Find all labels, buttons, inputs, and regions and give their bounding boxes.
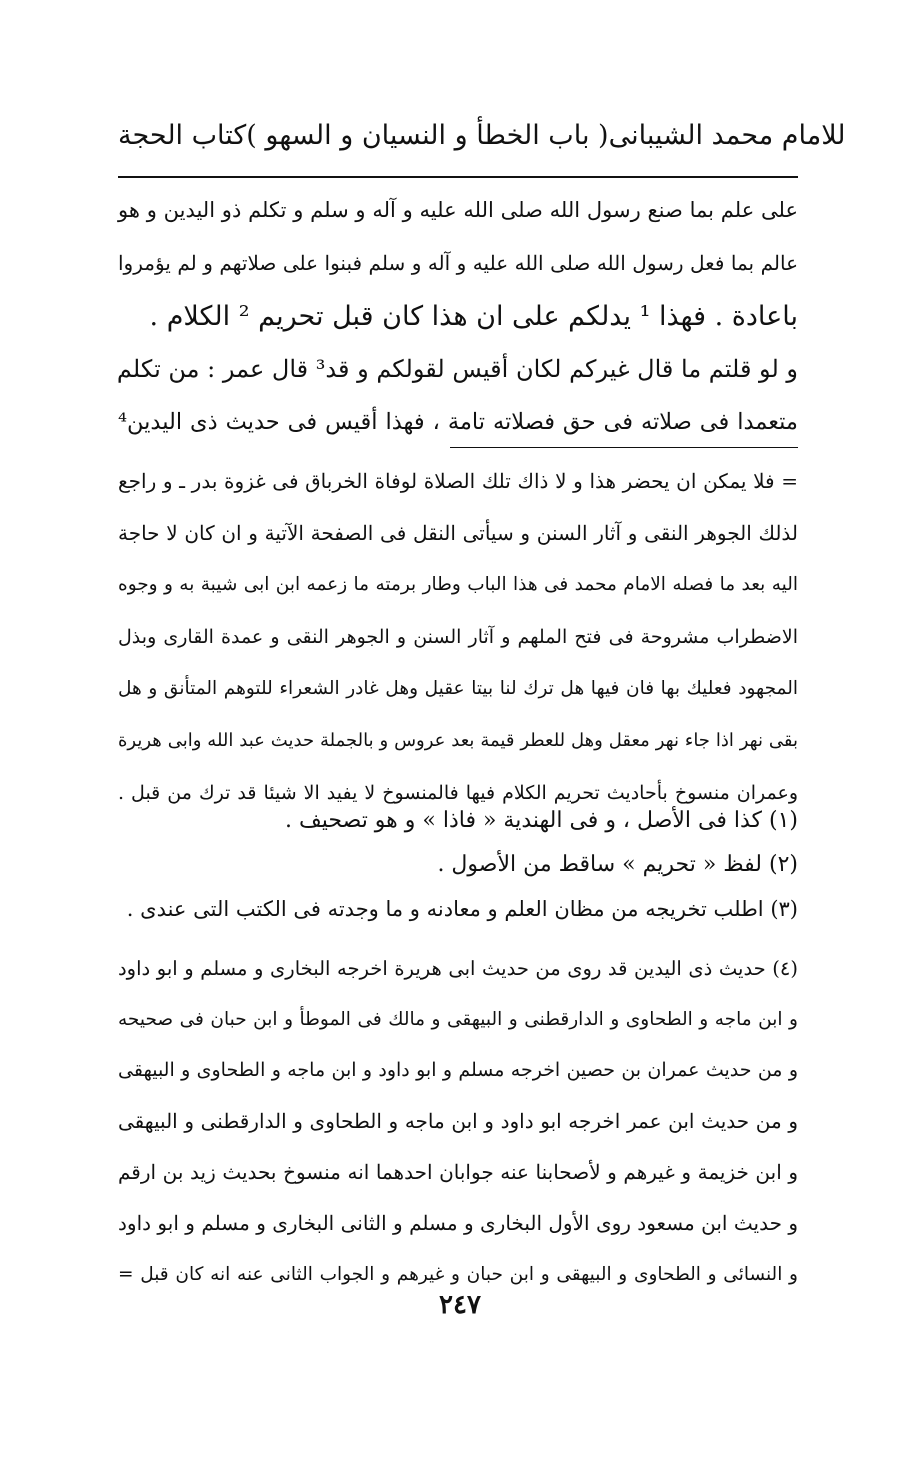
footnote-line: الاضطراب مشروحة فى فتح الملهم و آثار السنن و الجوهر النقى و عمدة القارى وبذل	[118, 626, 798, 648]
footnote-4	[118, 943, 798, 1300]
footnote-line: و ابن ماجه و الطحاوى و الدارقطنى و البيهقى و مالك فى الموطأ و ابن حبان فى صحيحه	[118, 1009, 798, 1030]
footnote-3: (٣) اطلب تخريجه من مظان العلم و معادنه و ما وجدته فى الكتب التى عندى .	[126, 897, 798, 921]
main-text-line: على علم بما صنع رسول الله صلى الله عليه و آله و سلم و تكلم ذو اليدين و هو	[118, 198, 798, 222]
main-text-line: متعمدا فى صلاته فى حق فصلاته تامة ، فهذا أقيس فى حديث ذى اليدين⁴	[118, 409, 798, 435]
page-number: ٢٤٧	[439, 1290, 481, 1320]
header-rule	[118, 176, 798, 178]
footnote-line: اليه بعد ما فصله الامام محمد فى هذا الباب وطار برمته ما زعمه ابن ابى شيبة به و وجوه	[118, 574, 798, 595]
footnote-line: (٤) حديث ذى اليدين قد روى من حديث ابى هريرة اخرجه البخارى و مسلم و ابو داود	[118, 957, 798, 980]
footnote-line: المجهود فعليك بها فان فيها هل ترك لنا بيتا عقيل وهل غادر الشعراء للتوهم المتأنق و هل	[118, 678, 798, 699]
header-chapter-title: ( باب الخطأ و النسيان و السهو )	[246, 119, 609, 151]
footnote-line: لذلك الجوهر النقى و آثار السنن و سيأتى النقل فى الصفحة الآتية و ان كان لا حاجة	[118, 521, 798, 545]
footnote-separator	[450, 447, 798, 448]
main-text-line: باعادة . فهذا ¹ يدلكم على ان هذا كان قبل تحريم ² الكلام .	[149, 301, 798, 332]
footnote-1: (١) كذا فى الأصل ، و فى الهندية « فاذا » و هو تصحيف .	[285, 808, 798, 833]
continued-footnote	[118, 455, 798, 819]
footnote-line: و من حديث ابن عمر اخرجه ابو داود و ابن ماجه و الطحاوى و الدارقطنى و البيهقى	[118, 1109, 798, 1133]
main-text-line: عالم بما فعل رسول الله صلى الله عليه و آله و سلم فبنوا على صلاتهم و لم يؤمروا	[118, 251, 798, 275]
footnote-line: و النسائى و الطحاوى و البيهقى و ابن حبان و غيرهم و الجواب الثانى عنه انه كان قبل =	[118, 1264, 798, 1285]
main-text	[118, 184, 798, 449]
header-book-title: كتاب الحجة	[118, 119, 247, 151]
footnote-line: وعمران منسوخ بأحاديث تحريم الكلام فيها فالمنسوخ لا يفيد الا شيئا قد ترك من قبل .	[118, 782, 798, 804]
footnote-line: و من حديث عمران بن حصين اخرجه مسلم و ابو داود و ابن ماجه و الطحاوى و البيهقى	[118, 1059, 798, 1081]
footnote-line: بقى نهر اذا جاء نهر معقل وهل للعطر قيمة بعد عروس و بالجملة حديث عبد الله وابى هريرة	[118, 730, 798, 751]
footnote-line: = فلا يمكن ان يحضر هذا و لا ذاك تلك الصلاة لوفاة الخرباق فى غزوة بدر ـ و راجع	[118, 469, 798, 493]
header-author: للامام محمد الشيبانى	[608, 119, 846, 151]
footnote-2: (٢) لفظ « تحريم » ساقط من الأصول .	[437, 852, 798, 877]
main-text-line: و لو قلتم ما قال غيركم لكان أقيس لقولكم و قد³ قال عمر : من تكلم	[116, 355, 798, 383]
running-header	[118, 110, 846, 160]
footnote-line: و حديث ابن مسعود روى الأول البخارى و مسلم و الثانى البخارى و مسلم و ابو داود	[118, 1211, 798, 1235]
footnote-line: و ابن خزيمة و غيرهم و لأصحابنا عنه جوابان احدهما انه منسوخ بحديث زيد بن ارقم	[118, 1160, 798, 1184]
